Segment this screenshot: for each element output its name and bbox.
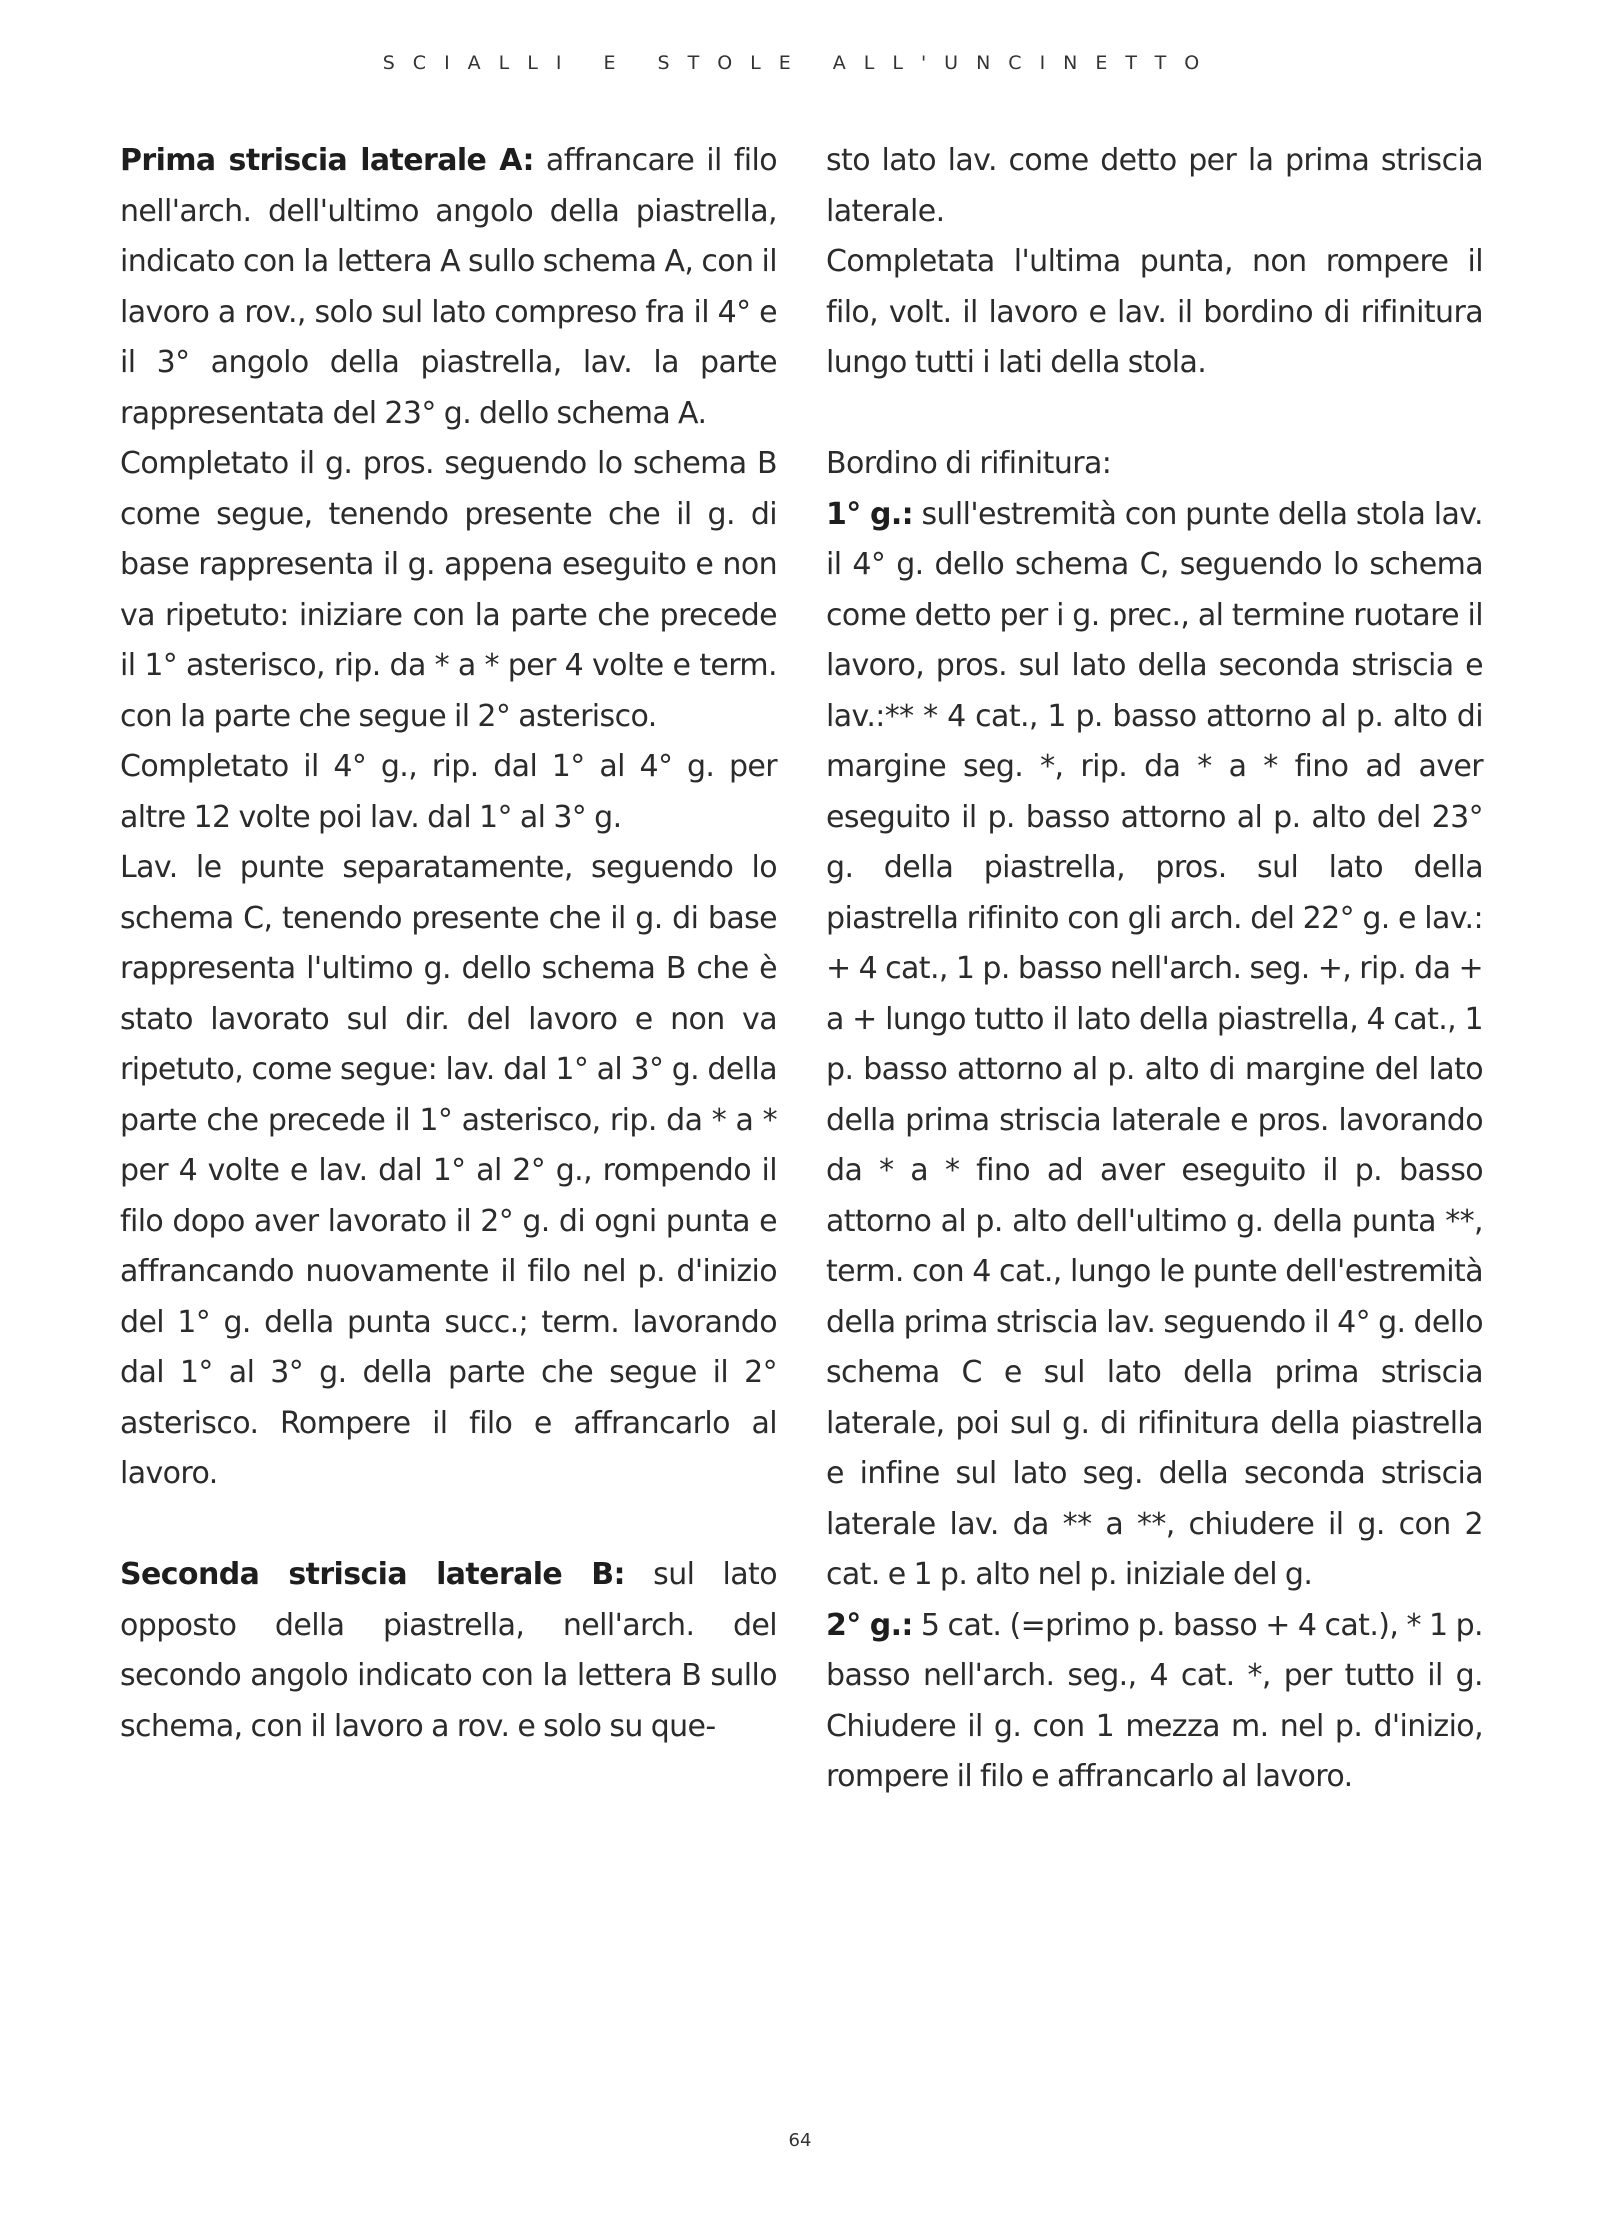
paragraph-prima-striscia <box>120 136 777 439</box>
left-column <box>120 136 777 1752</box>
paragraph-continuation: sto lato lav. come detto per la prima striscia laterale. <box>826 143 1483 229</box>
section-heading-bordino: Bordino di rifinitura: <box>826 446 1112 481</box>
paragraph-punte: Lav. le punte separatamente, seguendo lo schema C, tenendo presente che il g. di base rappresenta l'ultimo g. dello schema B che è stato lavorato sul dir. del lavoro e non va ripetuto, come segue: lav. dal 1° al 3° g. della parte che precede il 1° asterisco, rip. da * a * per 4 volte e lav. dal 1° al 2° g., rompendo il filo dopo aver lavorato il 2° g. di ogni punta e affrancando nuovamente il filo nel p. d'inizio del 1° g. della punta succ.; term. lavorando dal 1° al 3° g. della parte che segue il 2° asterisco. Rompere il filo e affrancarlo al lavoro. <box>120 850 777 1491</box>
paragraph-ultima-punta: Completata l'ultima punta, non rompere il filo, volt. il lavoro e lav. il bordino di rifinitura lungo tutti i lati della stola. <box>826 244 1483 380</box>
right-column <box>826 136 1483 1803</box>
paragraph-text: sul lato opposto della piastrella, nell'arch. del secondo angolo indicato con la lettera B sullo schema, con il lavoro a rov. e solo su que- <box>120 1557 777 1744</box>
paragraph-round-1 <box>826 490 1483 1601</box>
page-number: 64 <box>788 2130 812 2151</box>
paragraph-text: 5 cat. (=primo p. basso + 4 cat.), * 1 p. basso nell'arch. seg., 4 cat. *, per tutto il g. Chiudere il g. con 1 mezza m. nel p. d'inizio, rompere il filo e affrancarlo al lavoro. <box>826 1607 1483 1794</box>
section-lead-prima-striscia: Prima striscia laterale A: <box>120 143 534 178</box>
running-title: SCIALLI E STOLE ALL'UNCINETTO <box>382 52 1218 74</box>
paragraph-gap <box>826 389 1483 440</box>
paragraph-round-2 <box>826 1601 1483 1803</box>
round-label-1: 1° g.: <box>826 496 914 532</box>
paragraph-seconda-striscia <box>120 1550 777 1752</box>
paragraph-gap <box>120 1500 777 1551</box>
paragraph-text: sull'estremità con punte della stola lav. il 4° g. dello schema C, seguendo lo schema come detto per i g. prec., al termine ruotare il lavoro, pros. sul lato della seconda striscia e lav.:** * 4 cat., 1 p. basso attorno al p. alto di margine seg. *, rip. da * a * fino ad aver eseguito il p. basso attorno al p. alto del 23° g. della piastrella, pros. sul lato della piastrella rifinito con gli arch. del 22° g. e lav.: + 4 cat., 1 p. basso nell'arch. seg. +, rip. da + a + lungo tutto il lato della piastrella, 4 cat., 1 p. basso attorno al p. alto di margine del lato della prima striscia laterale e pros. lavorando da * a * fino ad aver eseguito il p. basso attorno al p. alto dell'ultimo g. della punta **, term. con 4 cat., lungo le punte dell'estremità della prima striscia lav. seguendo il 4° g. dello schema C e sul lato della prima striscia laterale, poi sul g. di rifinitura della piastrella e infine sul lato seg. della seconda striscia laterale lav. da ** a **, chiudere il g. con 2 cat. e 1 p. alto nel p. iniziale del g. <box>826 496 1483 1592</box>
paragraph-schema-b: Completato il g. pros. seguendo lo schema B come segue, tenendo presente che il g. di base rappresenta il g. appena eseguito e non va ripetuto: iniziare con la parte che precede il 1° asterisco, rip. da * a * per 4 volte e term. con la parte che segue il 2° asterisco. <box>120 446 777 734</box>
paragraph-ripetizione: Completato il 4° g., rip. dal 1° al 4° g. per altre 12 volte poi lav. dal 1° al 3° g. <box>120 749 777 835</box>
paragraph-text: affrancare il filo nell'arch. dell'ultimo angolo della piastrella, indicato con la lettera A sullo schema A, con il lavoro a rov., solo sul lato compreso fra il 4° e il 3° angolo della piastrella, lav. la parte rappresentata del 23° g. dello schema A. <box>120 143 777 431</box>
round-label-2: 2° g.: <box>826 1607 913 1643</box>
section-lead-seconda-striscia: Seconda striscia laterale B: <box>120 1557 625 1592</box>
